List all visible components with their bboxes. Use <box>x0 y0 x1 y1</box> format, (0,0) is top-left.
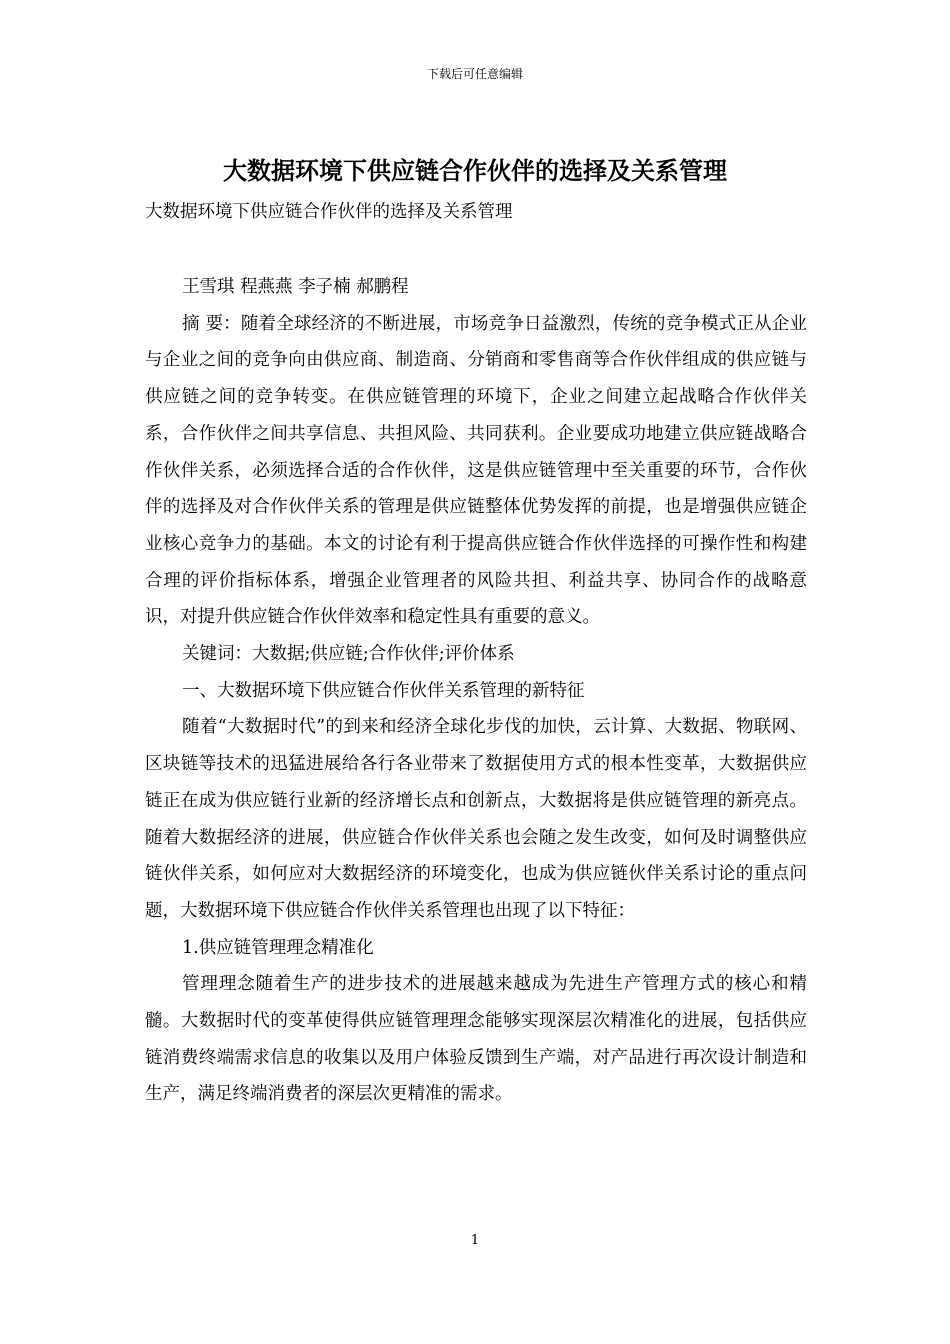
section-heading-1: 一、大数据环境下供应链合作伙伴关系管理的新特征 <box>182 680 585 701</box>
subsection-heading-1: 1.供应链管理理念精准化 <box>182 937 374 958</box>
body-paragraph: 随着“大数据时代”的到来和经济全球化步伐的加快，云计算、大数据、物联网、区块链等技术的迅猛进展给各行各业带来了数据使用方式的根本性变革，大数据供应链正在成为供应链行业新的经济增长点和创新点，大数据将是供应链管理的新亮点。随着大数据经济的进展，供应链合作伙伴关系也会随之发生改变，如何及时调整供应链伙伴关系，如何应对大数据经济的环境变化，也成为供应链伙伴关系讨论的重点问题，大数据环境下供应链合作伙伴关系管理也出现了以下特征： <box>145 717 807 921</box>
authors-line: 王雪琪 程燕燕 李子楠 郝鹏程 <box>182 277 409 297</box>
document-body <box>145 269 807 1113</box>
abstract-paragraph: 摘 要：随着全球经济的不断进展，市场竞争日益激烈，传统的竞争模式正从企业与企业之间的竞争向由供应商、制造商、分销商和零售商等合作伙伴组成的供应链与供应链之间的竞争转变。在供应链管理的环境下，企业之间建立起战略合作伙伴关系，合作伙伴之间共享信息、共担风险、共同获利。企业要成功地建立供应链战略合作伙伴关系，必须选择合适的合作伙伴，这是供应链管理中至关重要的环节，合作伙伴的选择及对合作伙伴关系的管理是供应链整体优势发挥的前提，也是增强供应链企业核心竞争力的基础。本文的讨论有利于提高供应链合作伙伴选择的可操作性和构建合理的评价指标体系，增强企业管理者的风险共担、利益共享、协同合作的战略意识，对提升供应链合作伙伴效率和稳定性具有重要的意义。 <box>145 313 807 628</box>
page-number: 1 <box>470 1233 480 1248</box>
page-header-note: 下载后可任意编辑 <box>426 67 523 81</box>
keywords-line: 关键词：大数据;供应链;合作伙伴;评价体系 <box>182 644 515 665</box>
body-paragraph: 管理理念随着生产的进步技术的进展越来越成为先进生产管理方式的核心和精髓。大数据时代的变革使得供应链管理理念能够实现深层次精准化的进展，包括供应链消费终端需求信息的收集以及用户体验反馈到生产端，对产品进行再次设计制造和生产，满足终端消费者的深层次更精准的需求。 <box>145 974 807 1105</box>
document-subtitle: 大数据环境下供应链合作伙伴的选择及关系管理 <box>145 202 513 222</box>
document-title: 大数据环境下供应链合作伙伴的选择及关系管理 <box>223 157 727 185</box>
